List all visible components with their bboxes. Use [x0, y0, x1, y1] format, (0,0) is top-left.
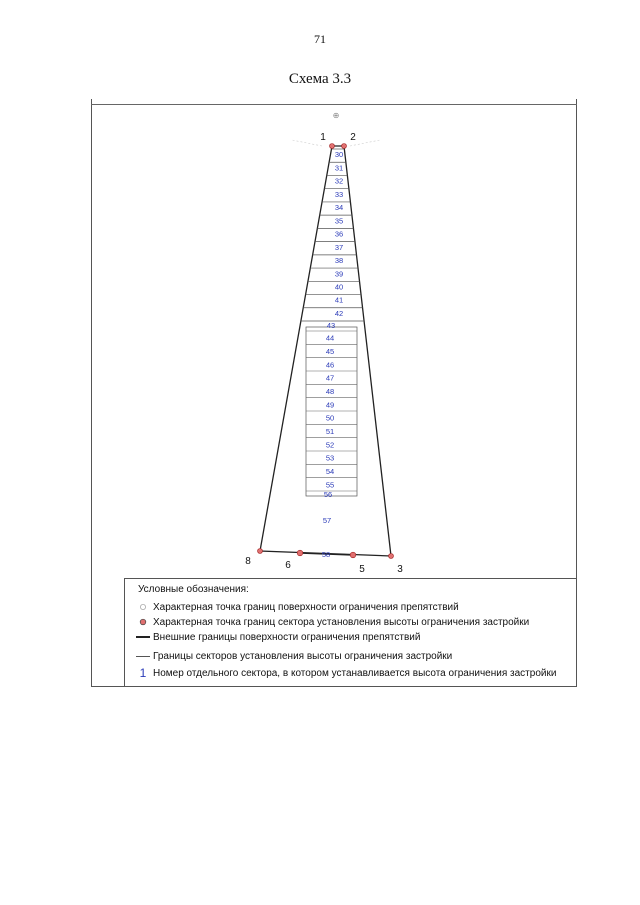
sector-label-30: 30: [334, 150, 344, 160]
sector-label-48: 48: [325, 386, 335, 396]
sector-label-36: 36: [334, 229, 344, 239]
point-label-3: 3: [397, 564, 403, 575]
sector-label-32: 32: [334, 176, 344, 186]
scheme-title: Схема 3.3: [288, 71, 352, 87]
sector-label-47: 47: [325, 373, 335, 383]
page-number: 71: [314, 32, 326, 46]
sector-label-53: 53: [325, 453, 335, 463]
point-label-8: 8: [245, 556, 251, 567]
sector-label-38: 38: [334, 256, 344, 266]
point-3-marker: [389, 554, 394, 559]
sector-label-58: 58: [321, 550, 331, 559]
top-marker: ⊕: [332, 111, 340, 120]
legend-row-hollow-point: [133, 600, 459, 614]
point-1-marker: [330, 144, 335, 149]
sector-label-55: 55: [325, 480, 335, 490]
sector-label-54: 54: [325, 466, 335, 476]
point-6-marker: [297, 550, 303, 556]
sector-label-50: 50: [325, 413, 335, 423]
sector-label-46: 46: [325, 360, 335, 370]
legend-text: Границы секторов установления высоты ограничения застройки: [153, 650, 453, 662]
sector-label-43: 43: [326, 321, 336, 330]
legend-row-sector-number: [133, 666, 556, 680]
point-label-6: 6: [285, 560, 291, 571]
legend-text: Характерная точка границ сектора установления высоты ограничения застройки: [153, 616, 530, 628]
thin-line-icon: [133, 656, 153, 657]
point-8-marker: [258, 549, 263, 554]
sector-number-icon: 1: [139, 666, 147, 680]
filled-point-icon: [133, 618, 153, 626]
legend-text: Внешние границы поверхности ограничения препятствий: [153, 631, 421, 643]
sector-label-41: 41: [334, 295, 344, 305]
sector-label-52: 52: [325, 440, 335, 450]
sector-labels: [323, 150, 343, 525]
point-labels: [245, 132, 403, 575]
sector-label-31: 31: [334, 163, 344, 173]
legend-title: Условные обозначения:: [138, 584, 249, 595]
legend: [124, 578, 577, 687]
sector-label-57: 57: [322, 516, 332, 525]
legend-text: Характерная точка границ поверхности ограничения препятствий: [153, 601, 459, 613]
thick-line-icon: [133, 636, 153, 638]
sector-label-35: 35: [334, 216, 344, 226]
sector-label-40: 40: [334, 282, 344, 292]
point-2-marker: [342, 144, 347, 149]
hollow-point-icon: [133, 603, 153, 611]
sector-label-37: 37: [334, 242, 344, 252]
sector-label-39: 39: [334, 269, 344, 279]
legend-row-thick-line: [133, 630, 420, 644]
sector-label-42: 42: [334, 308, 344, 318]
sector-label-51: 51: [325, 426, 335, 436]
legend-text: Номер отдельного сектора, в котором устанавливается высота ограничения застройки: [153, 667, 557, 679]
sector-label-44: 44: [325, 333, 335, 343]
point-label-5: 5: [359, 564, 365, 575]
point-5-marker: [350, 552, 356, 558]
sector-label-49: 49: [325, 400, 335, 410]
point-label-1: 1: [320, 132, 326, 143]
sector-label-45: 45: [325, 346, 335, 356]
sector-label-33: 33: [334, 189, 344, 199]
legend-row-filled-point: [133, 615, 529, 629]
sector-label-56: 56: [323, 490, 333, 499]
sector-label-34: 34: [334, 203, 344, 213]
legend-row-thin-line: [133, 649, 452, 663]
point-label-2: 2: [350, 132, 356, 143]
